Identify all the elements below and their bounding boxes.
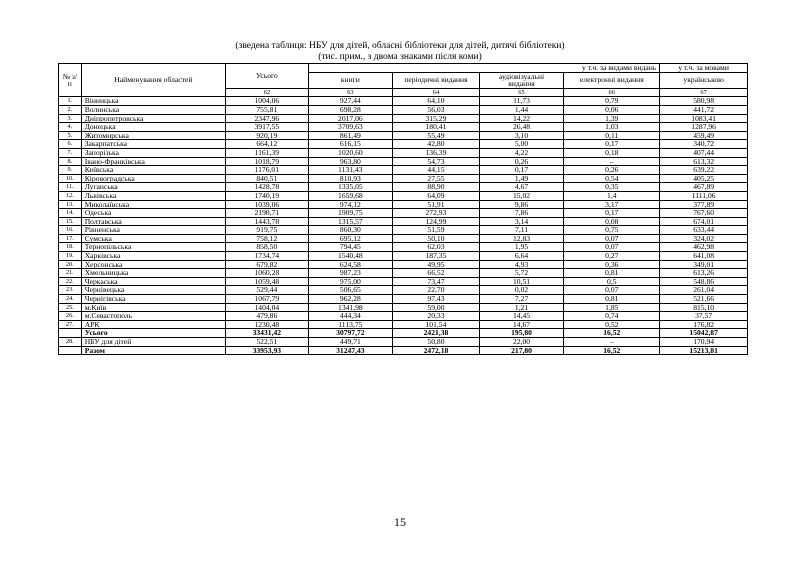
table-row: [59, 269, 748, 278]
books-cell: 1659,68: [308, 191, 393, 200]
books-cell: 987,23: [308, 269, 393, 278]
table-row: [59, 157, 748, 166]
col-header-ukrainian: українською: [660, 72, 748, 88]
row-number: 12.: [59, 191, 82, 200]
periodicals-cell: 62,03: [393, 243, 480, 252]
col-code: 62: [226, 88, 309, 97]
books-cell: 1909,75: [308, 209, 393, 218]
region-name: Разом: [81, 346, 225, 355]
total-cell: 1230,48: [226, 320, 309, 329]
audiovisual-cell: 4,22: [479, 148, 564, 157]
table-row: [59, 286, 748, 295]
table-row: [59, 174, 748, 183]
electronic-cell: 0,52: [564, 320, 660, 329]
audiovisual-cell: 0,26: [479, 157, 564, 166]
summary-row: [59, 346, 748, 355]
books-cell: 616,15: [308, 140, 393, 149]
electronic-cell: 1,39: [564, 114, 660, 123]
region-name: Чернігівська: [81, 295, 225, 304]
periodicals-cell: 66,52: [393, 269, 480, 278]
electronic-cell: 0,26: [564, 166, 660, 175]
row-number: 28.: [59, 338, 82, 347]
periodicals-cell: 55,49: [393, 131, 480, 140]
table-row: [59, 140, 748, 149]
electronic-cell: 0,07: [564, 234, 660, 243]
periodicals-cell: 180,41: [393, 123, 480, 132]
total-cell: 758,12: [226, 234, 309, 243]
row-number: 6.: [59, 140, 82, 149]
ukrainian-cell: 441,72: [660, 105, 748, 114]
region-name: АРК: [81, 320, 225, 329]
region-name: Тернопільська: [81, 243, 225, 252]
ukrainian-cell: 462,98: [660, 243, 748, 252]
audiovisual-cell: 6,64: [479, 252, 564, 261]
ukrainian-cell: 261,04: [660, 286, 748, 295]
row-number: 4.: [59, 123, 82, 132]
periodicals-cell: 88,90: [393, 183, 480, 192]
library-stats-table: [58, 63, 748, 355]
audiovisual-cell: 1,21: [479, 303, 564, 312]
ukrainian-cell: 674,01: [660, 217, 748, 226]
table-row: [59, 303, 748, 312]
audiovisual-cell: 0,17: [479, 166, 564, 175]
region-name: Харківська: [81, 252, 225, 261]
row-number: 10.: [59, 174, 82, 183]
table-row: [59, 105, 748, 114]
row-number: 11.: [59, 183, 82, 192]
periodicals-cell: 272,93: [393, 209, 480, 218]
electronic-cell: 3,17: [564, 200, 660, 209]
total-cell: 1428,78: [226, 183, 309, 192]
total-cell: 2347,96: [226, 114, 309, 123]
total-cell: 919,75: [226, 226, 309, 235]
audiovisual-cell: 15,02: [479, 191, 564, 200]
page-number: 15: [394, 515, 406, 529]
total-cell: 33431,42: [226, 329, 309, 338]
total-cell: 679,82: [226, 260, 309, 269]
electronic-cell: 16,52: [564, 329, 660, 338]
table-body: [59, 97, 748, 355]
electronic-cell: 0,11: [564, 131, 660, 140]
periodicals-cell: 101,54: [393, 320, 480, 329]
periodicals-cell: 315,29: [393, 114, 480, 123]
total-cell: 1404,04: [226, 303, 309, 312]
audiovisual-cell: 14,22: [479, 114, 564, 123]
region-name: Донецька: [81, 123, 225, 132]
region-name: Дніпропетровська: [81, 114, 225, 123]
electronic-cell: 0,79: [564, 97, 660, 106]
electronic-cell: 0,74: [564, 312, 660, 321]
total-cell: 920,19: [226, 131, 309, 140]
total-cell: 1176,01: [226, 166, 309, 175]
total-cell: 1161,39: [226, 148, 309, 157]
ukrainian-cell: 405,25: [660, 174, 748, 183]
electronic-cell: 0,06: [564, 105, 660, 114]
ukrainian-cell: 459,49: [660, 131, 748, 140]
ukrainian-cell: 349,01: [660, 260, 748, 269]
audiovisual-cell: 7,11: [479, 226, 564, 235]
books-cell: 444,34: [308, 312, 393, 321]
total-cell: 755,81: [226, 105, 309, 114]
audiovisual-cell: 4,67: [479, 183, 564, 192]
row-number: 14.: [59, 209, 82, 218]
periodicals-cell: 124,99: [393, 217, 480, 226]
books-cell: 962,28: [308, 295, 393, 304]
ukrainian-cell: 15042,87: [660, 329, 748, 338]
periodicals-cell: 64,10: [393, 97, 480, 106]
total-cell: 664,12: [226, 140, 309, 149]
books-cell: 1113,75: [308, 320, 393, 329]
audiovisual-cell: 9,86: [479, 200, 564, 209]
ukrainian-cell: 641,08: [660, 252, 748, 261]
ukrainian-cell: 767,60: [660, 209, 748, 218]
books-cell: 1131,43: [308, 166, 393, 175]
row-number: [59, 329, 82, 338]
ukrainian-cell: 1111,06: [660, 191, 748, 200]
table-row: [59, 148, 748, 157]
books-cell: 624,58: [308, 260, 393, 269]
col-code: 66: [564, 88, 660, 97]
col-header-total: Усього: [226, 64, 309, 89]
table-row: [59, 320, 748, 329]
region-name: Вінницька: [81, 97, 225, 106]
table-row: [59, 252, 748, 261]
books-cell: 31247,43: [308, 346, 393, 355]
periodicals-cell: 64,09: [393, 191, 480, 200]
region-name: Чернівецька: [81, 286, 225, 295]
row-number: 20.: [59, 260, 82, 269]
col-group-by-language: у т.ч. за мовами: [660, 64, 748, 73]
region-name: Закарпатська: [81, 140, 225, 149]
periodicals-cell: 54,73: [393, 157, 480, 166]
total-cell: 479,86: [226, 312, 309, 321]
electronic-cell: 0,36: [564, 260, 660, 269]
periodicals-cell: 42,80: [393, 140, 480, 149]
audiovisual-cell: 7,86: [479, 209, 564, 218]
total-cell: 840,51: [226, 174, 309, 183]
electronic-cell: 0,18: [564, 148, 660, 157]
ukrainian-cell: 613,26: [660, 269, 748, 278]
summary-row: [59, 329, 748, 338]
row-number: 22.: [59, 277, 82, 286]
books-cell: 1335,05: [308, 183, 393, 192]
ukrainian-cell: 815,10: [660, 303, 748, 312]
table-row: [59, 226, 748, 235]
periodicals-cell: 50,80: [393, 338, 480, 347]
row-number: 25.: [59, 303, 82, 312]
periodicals-cell: 44,15: [393, 166, 480, 175]
table-row: [59, 114, 748, 123]
col-header-number: № з/п: [59, 64, 82, 97]
ukrainian-cell: 1287,96: [660, 123, 748, 132]
row-number: 2.: [59, 105, 82, 114]
ukrainian-cell: 1083,41: [660, 114, 748, 123]
books-cell: 449,71: [308, 338, 393, 347]
row-number: 27.: [59, 320, 82, 329]
audiovisual-cell: 3,14: [479, 217, 564, 226]
col-code: 67: [660, 88, 748, 97]
books-cell: 506,65: [308, 286, 393, 295]
row-number: 23.: [59, 286, 82, 295]
total-cell: 529,44: [226, 286, 309, 295]
books-cell: 963,80: [308, 157, 393, 166]
row-number: 21.: [59, 269, 82, 278]
audiovisual-cell: 195,80: [479, 329, 564, 338]
ukrainian-cell: 467,89: [660, 183, 748, 192]
audiovisual-cell: 5,72: [479, 269, 564, 278]
col-header-audiovisual: аудіовізуальні видання: [479, 72, 564, 88]
ukrainian-cell: 407,44: [660, 148, 748, 157]
total-cell: 2190,71: [226, 209, 309, 218]
books-cell: 2017,06: [308, 114, 393, 123]
region-name: Миколаївська: [81, 200, 225, 209]
table-row: [59, 277, 748, 286]
region-name: Черкаська: [81, 277, 225, 286]
row-number: 17.: [59, 234, 82, 243]
audiovisual-cell: 14,67: [479, 320, 564, 329]
region-name: Полтавська: [81, 217, 225, 226]
row-number: 19.: [59, 252, 82, 261]
electronic-cell: 0,08: [564, 217, 660, 226]
table-row: [59, 295, 748, 304]
row-number: 13.: [59, 200, 82, 209]
col-header-electronic: електронні видання: [564, 72, 660, 88]
books-cell: 794,45: [308, 243, 393, 252]
region-name: Одеська: [81, 209, 225, 218]
audiovisual-cell: 11,73: [479, 97, 564, 106]
electronic-cell: 16,52: [564, 346, 660, 355]
periodicals-cell: 51,91: [393, 200, 480, 209]
ukrainian-cell: 340,72: [660, 140, 748, 149]
table-row: [59, 191, 748, 200]
ukrainian-cell: 37,57: [660, 312, 748, 321]
books-cell: 3709,63: [308, 123, 393, 132]
audiovisual-cell: 1,49: [479, 174, 564, 183]
row-number: 8.: [59, 157, 82, 166]
row-number: 9.: [59, 166, 82, 175]
row-number: 5.: [59, 131, 82, 140]
total-cell: 1059,48: [226, 277, 309, 286]
col-header-periodicals: періодичні видання: [393, 72, 480, 88]
total-cell: 3917,55: [226, 123, 309, 132]
periodicals-cell: 56,03: [393, 105, 480, 114]
books-cell: 974,12: [308, 200, 393, 209]
region-name: Сумська: [81, 234, 225, 243]
books-cell: 698,28: [308, 105, 393, 114]
ukrainian-cell: 580,98: [660, 97, 748, 106]
books-cell: 927,44: [308, 97, 393, 106]
row-number: 16.: [59, 226, 82, 235]
table-row: [59, 97, 748, 106]
electronic-cell: 0,07: [564, 243, 660, 252]
electronic-cell: –: [564, 157, 660, 166]
ukrainian-cell: 176,82: [660, 320, 748, 329]
books-cell: 975,00: [308, 277, 393, 286]
table-row: [59, 260, 748, 269]
row-number: 18.: [59, 243, 82, 252]
ukrainian-cell: 15213,81: [660, 346, 748, 355]
row-number: 24.: [59, 295, 82, 304]
region-name: м.Севастополь: [81, 312, 225, 321]
audiovisual-cell: 5,00: [479, 140, 564, 149]
electronic-cell: –: [564, 338, 660, 347]
total-cell: 1734,74: [226, 252, 309, 261]
table-row: [59, 338, 748, 347]
audiovisual-cell: 1,44: [479, 105, 564, 114]
audiovisual-cell: 0,02: [479, 286, 564, 295]
row-number: 26.: [59, 312, 82, 321]
electronic-cell: 0,75: [564, 226, 660, 235]
books-cell: 810,93: [308, 174, 393, 183]
books-cell: 1020,60: [308, 148, 393, 157]
electronic-cell: 0,17: [564, 140, 660, 149]
electronic-cell: 0,54: [564, 174, 660, 183]
ukrainian-cell: 613,32: [660, 157, 748, 166]
region-name: Запорізька: [81, 148, 225, 157]
books-cell: 860,30: [308, 226, 393, 235]
region-name: Кіровоградська: [81, 174, 225, 183]
region-name: Волинська: [81, 105, 225, 114]
periodicals-cell: 51,59: [393, 226, 480, 235]
books-cell: 1341,98: [308, 303, 393, 312]
ukrainian-cell: 548,86: [660, 277, 748, 286]
electronic-cell: 0,35: [564, 183, 660, 192]
ukrainian-cell: 633,44: [660, 226, 748, 235]
audiovisual-cell: 26,48: [479, 123, 564, 132]
periodicals-cell: 49,95: [393, 260, 480, 269]
electronic-cell: 0,81: [564, 269, 660, 278]
row-number: 3.: [59, 114, 82, 123]
electronic-cell: 1,03: [564, 123, 660, 132]
total-cell: 1060,28: [226, 269, 309, 278]
col-header-region: Найменування областей: [81, 64, 225, 97]
region-name: Івано-Франківська: [81, 157, 225, 166]
table-row: [59, 200, 748, 209]
periodicals-cell: 22,70: [393, 286, 480, 295]
electronic-cell: 0,27: [564, 252, 660, 261]
total-cell: 1018,79: [226, 157, 309, 166]
total-cell: 1004,06: [226, 97, 309, 106]
total-cell: 522,51: [226, 338, 309, 347]
ukrainian-cell: 377,89: [660, 200, 748, 209]
region-name: Херсонська: [81, 260, 225, 269]
audiovisual-cell: 22,00: [479, 338, 564, 347]
books-cell: 30797,72: [308, 329, 393, 338]
books-cell: 1540,48: [308, 252, 393, 261]
electronic-cell: 1,4: [564, 191, 660, 200]
region-name: Житомирська: [81, 131, 225, 140]
ukrainian-cell: 521,66: [660, 295, 748, 304]
electronic-cell: 0,17: [564, 209, 660, 218]
table-row: [59, 209, 748, 218]
audiovisual-cell: 12,83: [479, 234, 564, 243]
col-code: 65: [479, 88, 564, 97]
periodicals-cell: 20,33: [393, 312, 480, 321]
audiovisual-cell: 14,45: [479, 312, 564, 321]
region-name: Луганська: [81, 183, 225, 192]
region-name: Хмельницька: [81, 269, 225, 278]
region-name: Усього: [81, 329, 225, 338]
row-number: [59, 346, 82, 355]
total-cell: 1740,19: [226, 191, 309, 200]
table-row: [59, 131, 748, 140]
books-cell: 695,12: [308, 234, 393, 243]
row-number: 7.: [59, 148, 82, 157]
region-name: НБУ для дітей: [81, 338, 225, 347]
table-row: [59, 243, 748, 252]
audiovisual-cell: 7,27: [479, 295, 564, 304]
table-row: [59, 217, 748, 226]
periodicals-cell: 187,35: [393, 252, 480, 261]
ukrainian-cell: 639,22: [660, 166, 748, 175]
audiovisual-cell: 3,10: [479, 131, 564, 140]
periodicals-cell: 2472,18: [393, 346, 480, 355]
audiovisual-cell: 1,95: [479, 243, 564, 252]
periodicals-cell: 50,10: [393, 234, 480, 243]
table-row: [59, 183, 748, 192]
col-code: 64: [393, 88, 480, 97]
periodicals-cell: 59,00: [393, 303, 480, 312]
audiovisual-cell: 217,80: [479, 346, 564, 355]
table-row: [59, 123, 748, 132]
periodicals-cell: 136,39: [393, 148, 480, 157]
table-units-caption: (тис. прим., з двома знаками після коми): [318, 52, 482, 62]
col-group-by-type: у т.ч. за видами видань: [308, 64, 660, 73]
ukrainian-cell: 170,94: [660, 338, 748, 347]
table-row: [59, 312, 748, 321]
periodicals-cell: 97,43: [393, 295, 480, 304]
periodicals-cell: 73,47: [393, 277, 480, 286]
total-cell: 858,50: [226, 243, 309, 252]
table-caption: (зведена таблиця: НБУ для дітей, обласні бібліотеки для дітей, дитячі бібліотеки): [235, 41, 565, 51]
region-name: м.Київ: [81, 303, 225, 312]
audiovisual-cell: 10,51: [479, 277, 564, 286]
ukrainian-cell: 324,02: [660, 234, 748, 243]
table-row: [59, 166, 748, 175]
row-number: 1.: [59, 97, 82, 106]
region-name: Київська: [81, 166, 225, 175]
total-cell: 33953,93: [226, 346, 309, 355]
col-code: 63: [308, 88, 393, 97]
books-cell: 1315,57: [308, 217, 393, 226]
electronic-cell: 0,81: [564, 295, 660, 304]
region-name: Львівська: [81, 191, 225, 200]
electronic-cell: 0,07: [564, 286, 660, 295]
col-header-books: книги: [308, 72, 393, 88]
electronic-cell: 1,85: [564, 303, 660, 312]
periodicals-cell: 27,55: [393, 174, 480, 183]
table-row: [59, 234, 748, 243]
total-cell: 1067,79: [226, 295, 309, 304]
periodicals-cell: 2421,38: [393, 329, 480, 338]
electronic-cell: 0,5: [564, 277, 660, 286]
region-name: Рівненська: [81, 226, 225, 235]
row-number: 15.: [59, 217, 82, 226]
audiovisual-cell: 4,93: [479, 260, 564, 269]
books-cell: 861,49: [308, 131, 393, 140]
total-cell: 1039,06: [226, 200, 309, 209]
total-cell: 1443,78: [226, 217, 309, 226]
